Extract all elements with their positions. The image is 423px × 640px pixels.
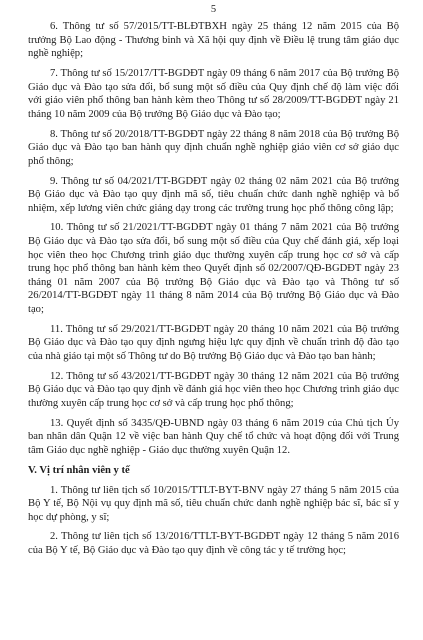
legal-reference-item: 10. Thông tư số 21/2021/TT-BGDĐT ngày 01 tháng 7 năm 2021 của Bộ trưởng Bộ Giáo dục và Đào tạo sửa đổi, bổ sung một số điều của Quy chế đánh giá, xếp loại học viên theo học Chương trình giáo dục thường xuyên cấp trung học cơ sở và cấp trung học phổ thông ban hành kèm theo Quyết định số 02/2007/QĐ-BGDĐT ngày 23 tháng 01 năm 2007 của Bộ trưởng Bộ Giáo dục và Đào tạo và Thông tư số 26/2014/TT-BGDĐT ngày 11 tháng 8 năm 2014 của Bộ trưởng Bộ Giáo dục và Đào tạo; [28, 222, 399, 316]
document-body [28, 20, 399, 558]
section-heading: V. Vị trí nhân viên y tế [28, 464, 130, 476]
legal-reference-item: 7. Thông tư số 15/2017/TT-BGDĐT ngày 09 tháng 6 năm 2017 của Bộ trưởng Bộ Giáo dục và Đào tạo sửa đổi, bổ sung một số điều của Quy định chế độ làm việc đối với giáo viên phổ thông ban hành kèm theo Thông tư số 28/2009/TT-BGDĐT ngày 21 tháng 10 năm 2009 của Bộ trưởng Bộ Giáo dục và Đào tạo; [28, 67, 399, 120]
legal-reference-item: 1. Thông tư liên tịch số 10/2015/TTLT-BYT-BNV ngày 27 tháng 5 năm 2015 của Bộ Y tế, Bộ Nội vụ quy định mã số, tiêu chuẩn chức danh nghề nghiệp bác sĩ, bác sĩ y học dự phòng, y sĩ; [28, 484, 399, 523]
legal-reference-item: 8. Thông tư số 20/2018/TT-BGDĐT ngày 22 tháng 8 năm 2018 của Bộ trưởng Bộ Giáo dục và Đào tạo ban hành quy định chuẩn nghề nghiệp giáo viên cơ sở giáo dục phổ thông; [28, 128, 399, 167]
legal-reference-item: 9. Thông tư số 04/2021/TT-BGDĐT ngày 02 tháng 02 năm 2021 của Bộ trưởng Bộ Giáo dục và Đào tạo quy định mã số, tiêu chuẩn chức danh nghề nghiệp và bổ nhiệm, xếp lương viên chức giảng dạy trong các trường trung học phổ thông công lập; [28, 175, 399, 214]
legal-reference-item: 6. Thông tư số 57/2015/TT-BLĐTBXH ngày 25 tháng 12 năm 2015 của Bộ trưởng Bộ Lao động - Thương binh và Xã hội quy định về Điều lệ trung tâm giáo dục nghề nghiệp; [28, 21, 399, 60]
legal-reference-item: 2. Thông tư liên tịch số 13/2016/TTLT-BYT-BGDĐT ngày 12 tháng 5 năm 2016 của Bộ Y tế, Bộ Giáo dục và Đào tạo quy định về công tác y tế trường học; [28, 531, 399, 557]
page-number: 5 [210, 4, 217, 15]
legal-reference-item: 11. Thông tư số 29/2021/TT-BGDĐT ngày 20 tháng 10 năm 2021 của Bộ trưởng Bộ Giáo dục và Đào tạo quy định ngưng hiệu lực quy định về chuẩn trình độ đào tạo của nhà giáo tại một số Thông tư do Bộ trưởng Bộ Giáo dục và Đào tạo ban hành; [28, 323, 399, 362]
legal-reference-item: 13. Quyết định số 3435/QĐ-UBND ngày 03 tháng 6 năm 2019 của Chủ tịch Ủy ban nhân dân Quận 12 về việc ban hành Quy chế tổ chức và hoạt động đối với Trung tâm Giáo dục nghề nghiệp - Giáo dục thường xuyên Quận 12. [28, 417, 399, 456]
legal-reference-item: 12. Thông tư số 43/2021/TT-BGDĐT ngày 30 tháng 12 năm 2021 của Bộ trưởng Bộ Giáo dục và Đào tạo quy định về đánh giá học viên theo học Chương trình giáo dục thường xuyên cấp trung học cơ sở và cấp trung học phổ thông; [28, 370, 399, 409]
